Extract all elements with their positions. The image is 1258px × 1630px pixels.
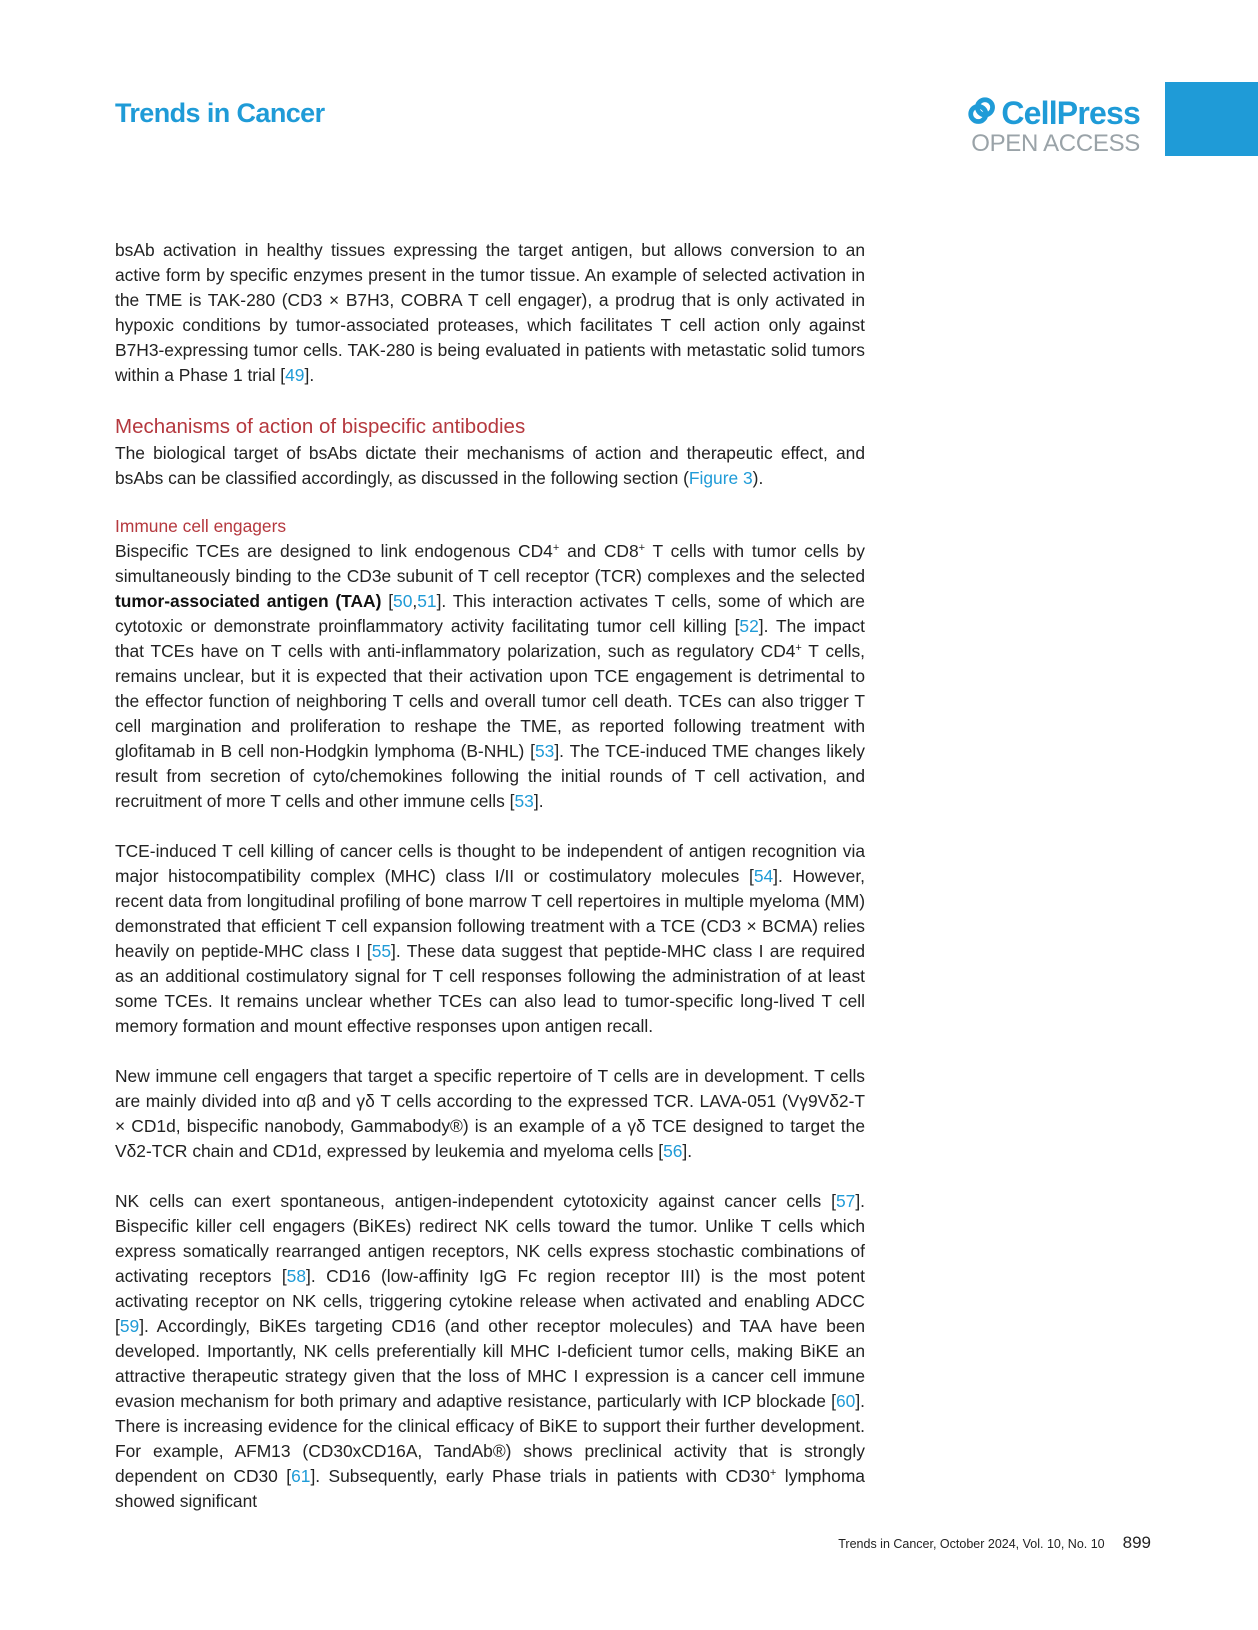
header-color-tab <box>1165 82 1258 156</box>
cellpress-icon <box>965 96 997 130</box>
paragraph: NK cells can exert spontaneous, antigen-independent cytotoxicity against cancer cells [57]. Bispecific killer cell engagers (BiKEs) redirect NK cells toward the tumor. Unlike T cells which express somatically rearranged antigen receptors, NK cells express stochastic combinations of activating receptors [58]. CD16 (low-affinity IgG Fc region receptor III) is the most potent activating receptor on NK cells, triggering cytokine release when activated and enabling ADCC [59]. Accordingly, BiKEs targeting CD16 (and other receptor molecules) and TAA have been developed. Importantly, NK cells preferentially kill MHC I-deficient tumor cells, making BiKE an attractive therapeutic strategy given that the loss of MHC I expression is a cancer cell immune evasion mechanism for both primary and adaptive resistance, particularly with ICP blockade [60]. There is increasing evidence for the clinical efficacy of BiKE to support their further development. For example, AFM13 (CD30xCD16A, TandAb®) shows preclinical activity that is strongly dependent on CD30 [61]. Subsequently, early Phase trials in patients with CD30+ lymphoma showed significant <box>115 1191 865 1511</box>
reference-link[interactable]: 61 <box>291 1466 311 1486</box>
journal-title: Trends in Cancer <box>115 98 325 128</box>
paragraph: New immune cell engagers that target a specific repertoire of T cells are in development. T cells are mainly divided into αβ and γδ T cells according to the expressed TCR. LAVA-051 (Vγ9Vδ2-T × CD1d, bispecific nanobody, Gammabody®) is an example of a γδ TCE designed to target the Vδ2-TCR chain and CD1d, expressed by leukemia and myeloma cells [56]. <box>115 1066 865 1161</box>
reference-link[interactable]: 53 <box>514 791 534 811</box>
reference-link[interactable]: 56 <box>663 1141 683 1161</box>
reference-link[interactable]: 49 <box>285 365 305 385</box>
reference-link[interactable]: 50 <box>393 591 413 611</box>
cellpress-logo <box>965 96 1140 156</box>
reference-link[interactable]: 51 <box>417 591 437 611</box>
paragraph: The biological target of bsAbs dictate their mechanisms of action and therapeutic effect, and bsAbs can be classified accordingly, as discussed in the following section (Figure 3). <box>115 443 865 488</box>
reference-link[interactable]: 52 <box>739 616 759 636</box>
open-access-label: OPEN ACCESS <box>971 130 1140 157</box>
reference-link[interactable]: 60 <box>835 1391 856 1411</box>
paragraph: bsAb activation in healthy tissues expressing the target antigen, but allows conversion to an active form by specific enzymes present in the tumor tissue. An example of selected activation in the TME is TAK-280 (CD3 × B7H3, COBRA T cell engager), a prodrug that is only activated in hypoxic conditions by tumor-associated proteases, which facilitates T cell action only against B7H3-expressing tumor cells. TAK-280 is being evaluated in patients with metastatic solid tumors within a Phase 1 trial [49]. <box>115 240 865 385</box>
page-footer <box>838 1533 1151 1553</box>
key-term[interactable]: tumor-associated antigen (TAA) <box>115 591 382 611</box>
reference-link[interactable]: 58 <box>286 1266 306 1286</box>
reference-link[interactable]: 53 <box>535 741 555 761</box>
article-body <box>115 238 865 1514</box>
reference-link[interactable]: 57 <box>835 1191 856 1211</box>
figure-link[interactable]: Figure 3 <box>688 468 753 488</box>
publisher-name: CellPress <box>1001 95 1140 131</box>
journal-citation: Trends in Cancer, October 2024, Vol. 10, No. 10 <box>838 1537 1105 1551</box>
paragraph: TCE-induced T cell killing of cancer cells is thought to be independent of antigen recognition via major histocompatibility complex (MHC) class I/II or costimulatory molecules [54]. However, recent data from longitudinal profiling of bone marrow T cell repertoires in multiple myeloma (MM) demonstrated that efficient T cell expansion following treatment with a TCE (CD3 × BCMA) relies heavily on peptide-MHC class I [55]. These data suggest that peptide-MHC class I are required as an additional costimulatory signal for T cell responses following the administration of at least some TCEs. It remains unclear whether TCEs can also lead to tumor-specific long-lived T cell memory formation and mount effective responses upon antigen recall. <box>115 841 866 1036</box>
page-number: 899 <box>1122 1533 1151 1552</box>
reference-link[interactable]: 54 <box>753 866 774 886</box>
subsection-heading: Immune cell engagers <box>115 516 287 536</box>
reference-link[interactable]: 55 <box>371 941 392 961</box>
reference-link[interactable]: 59 <box>119 1316 140 1336</box>
paragraph: Bispecific TCEs are designed to link endogenous CD4+ and CD8+ T cells with tumor cells by simultaneously binding to the CD3e subunit of T cell receptor (TCR) complexes and the selected tumor-associated antigen (TAA) [50,51]. This interaction activates T cells, some of which are cytotoxic or demonstrate proinflammatory activity facilitating tumor cell killing [52]. The impact that TCEs have on T cells with anti-inflammatory polarization, such as regulatory CD4+ T cells, remains unclear, but it is expected that their activation upon TCE engagement is detrimental to the effector function of neighboring T cells and overall tumor cell death. TCEs can also trigger T cell margination and proliferation to reshape the TME, as reported following treatment with glofitamab in B cell non-Hodgkin lymphoma (B-NHL) [53]. The TCE-induced TME changes likely result from secretion of cyto/chemokines following the initial rounds of T cell activation, and recruitment of more T cells and other immune cells [53]. <box>115 541 866 811</box>
section-heading: Mechanisms of action of bispecific antibodies <box>115 415 526 438</box>
